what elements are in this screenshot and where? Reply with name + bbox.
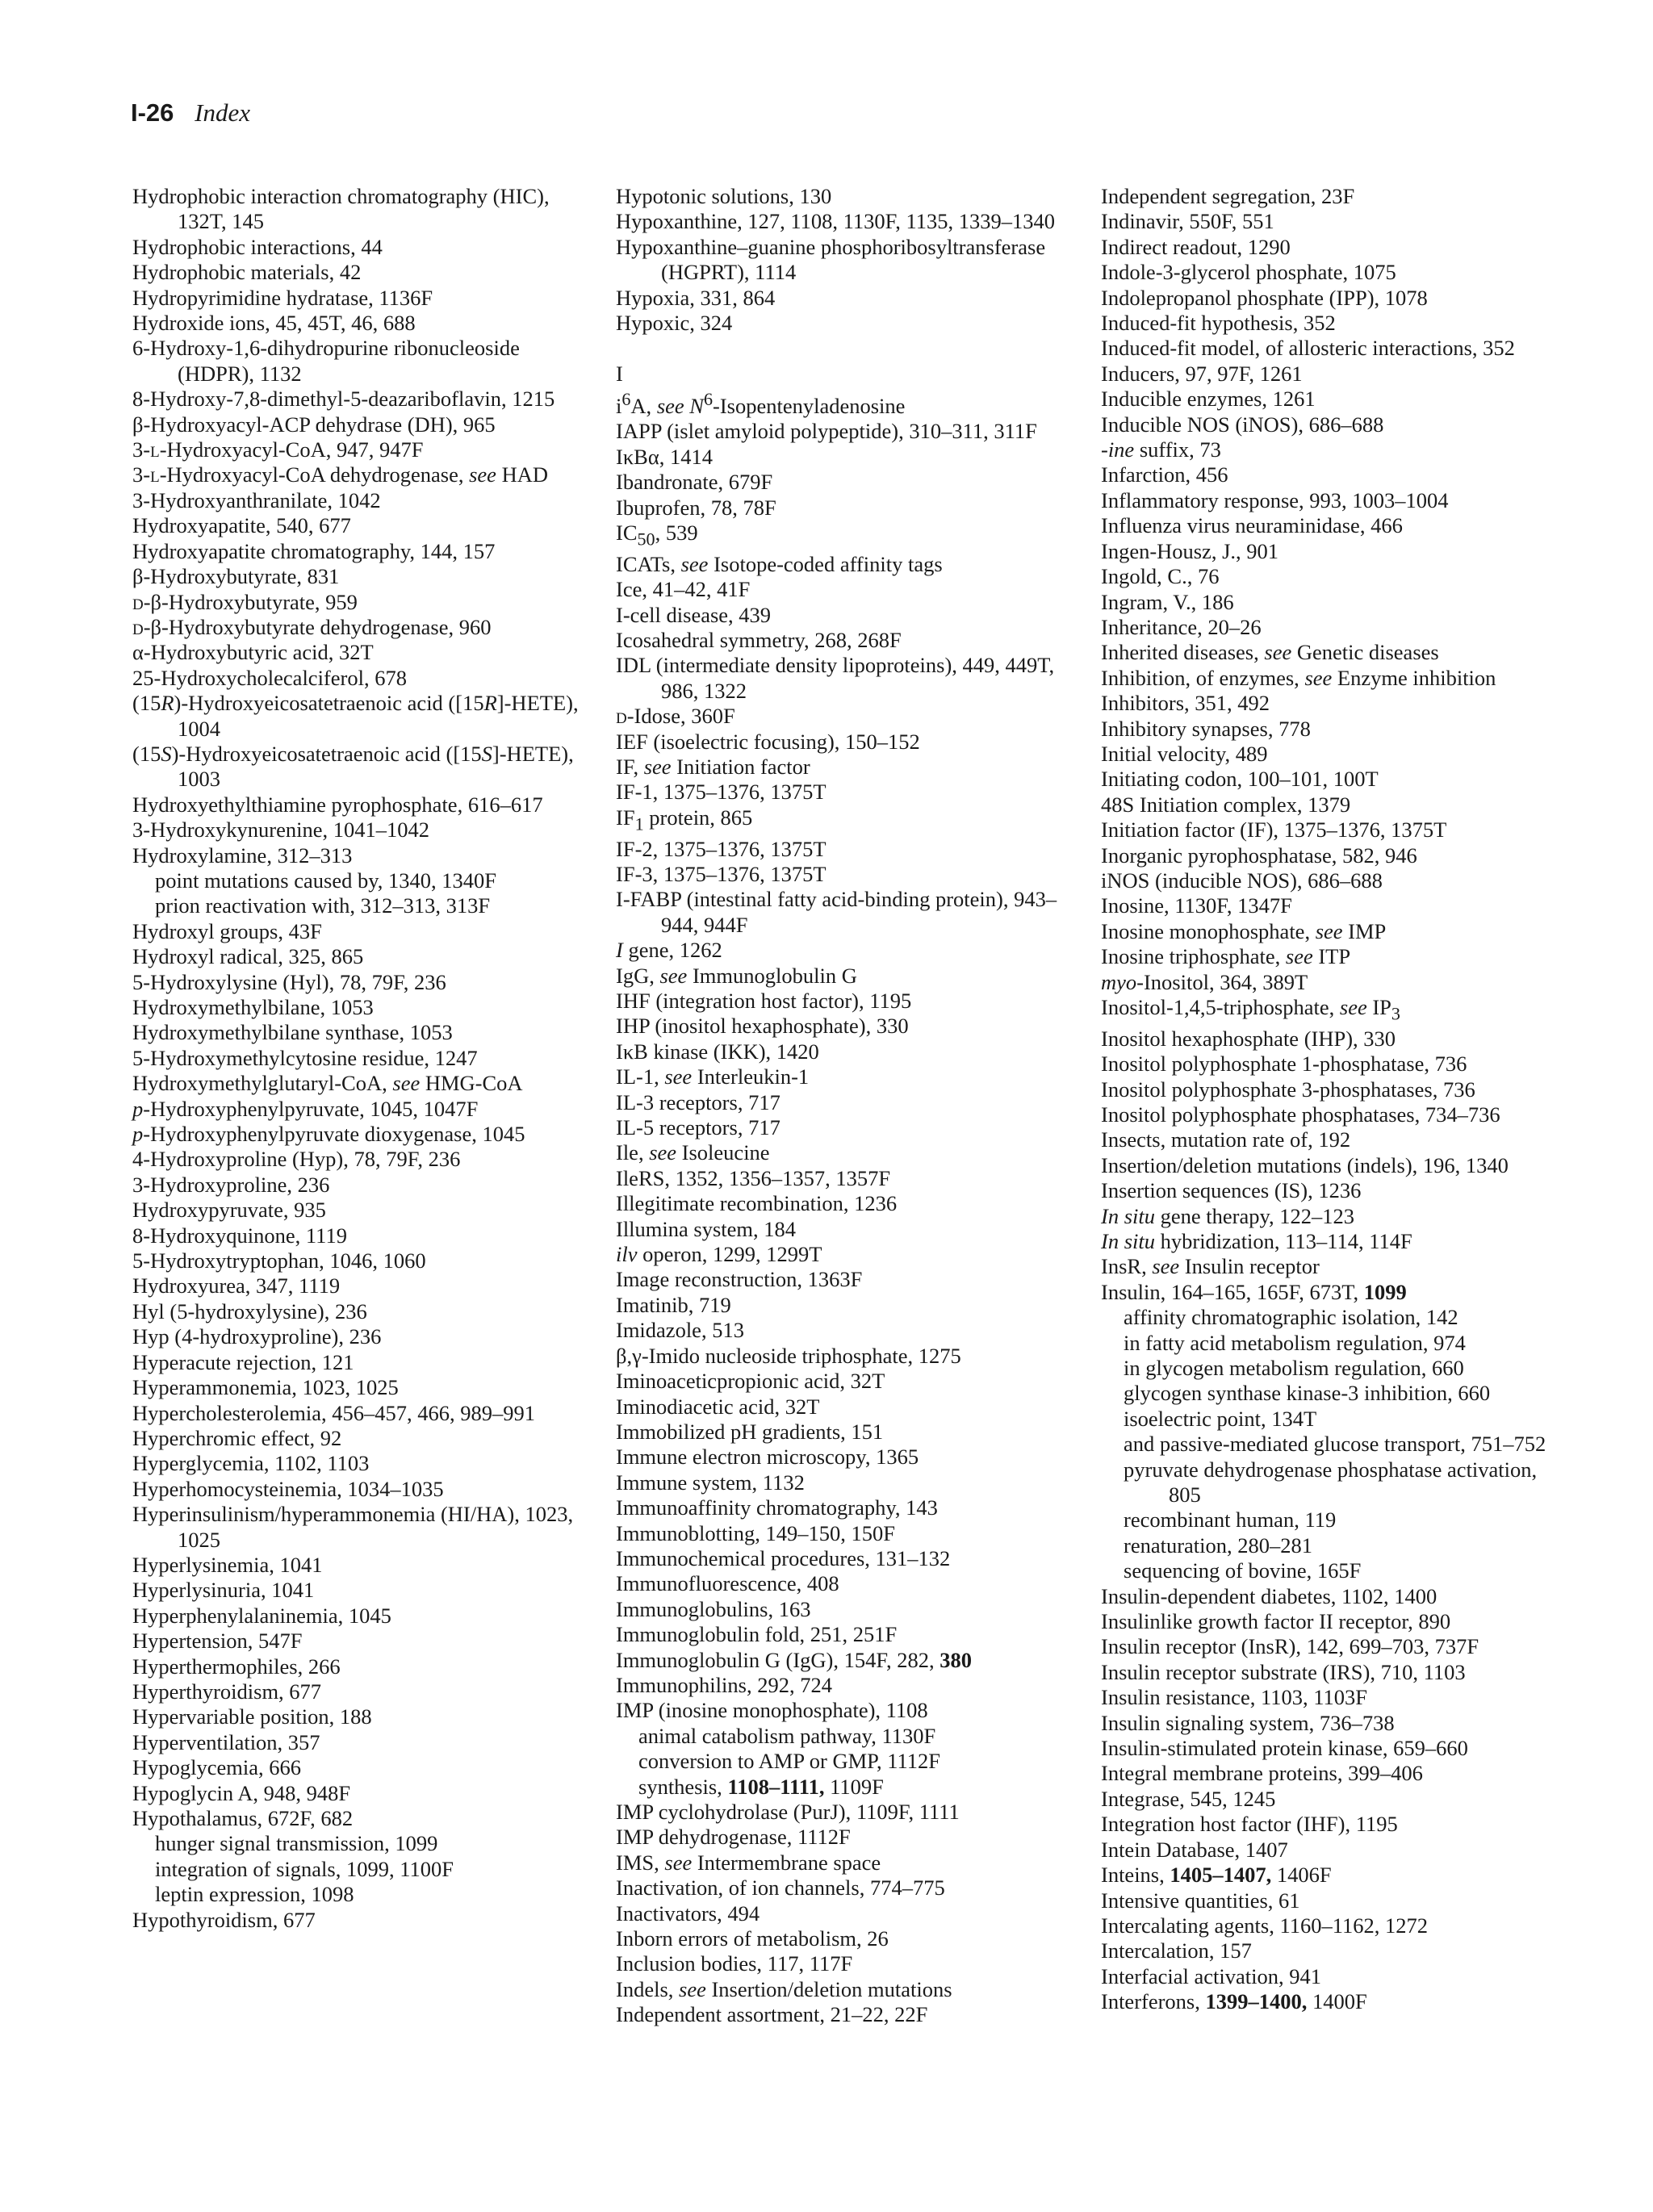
index-entry: I gene, 1262 [616,938,722,963]
index-entry: Inducible enzymes, 1261 [1101,387,1316,412]
index-entry: Inositol-1,4,5-triphosphate, see $IP_3$ [1101,995,1400,1024]
index-entry: Hyperinsulinism/hyperammonemia (HI/HA), 1023, 1025 [132,1502,574,1552]
index-entry: Hypoxanthine, 127, 1108, 1130F, 1135, 1339–1340 [616,209,1056,234]
index-entry: Initiating codon, 100–101, 100T [1101,767,1379,792]
index-entry: $i^6A$, see $N^6$-Isopentenyladenosine [616,389,906,419]
index-entry: Insertion sequences (IS), 1236 [1101,1178,1362,1203]
index-entry: Hypervariable position, 188 [132,1704,372,1729]
index-subentry: pyruvate dehydrogenase phosphatase activation, 805 [1124,1457,1538,1507]
index-entry: 5-Hydroxymethylcytosine residue, 1247 [132,1045,478,1070]
index-entry: Inheritance, 20–26 [1101,614,1262,639]
index-entry: Hypoxic, 324 [616,311,733,336]
index-entry: Inorganic pyrophosphatase, 582, 946 [1101,843,1417,868]
index-subentry: animal catabolism pathway, 1130F [638,1723,936,1748]
index-entry: IMP (inosine monophosphate), 1108 [616,1698,928,1723]
index-entry: Inosine triphosphate, see ITP [1101,944,1351,969]
index-entry: Influenza virus neuraminidase, 466 [1101,513,1403,538]
index-entry: Inhibitory synapses, 778 [1101,716,1311,741]
index-entry: Hydrophobic interaction chromatography (HIC), 132T, 145 [132,184,550,234]
index-entry: Hyp (4-hydroxyproline), 236 [132,1324,382,1349]
index-entry: I [616,361,623,386]
index-subentry: in glycogen metabolism regulation, 660 [1124,1355,1464,1380]
index-entry: $IF_1$ protein, 865 [616,805,753,834]
index-entry: 3-Hydroxyproline, 236 [132,1172,330,1197]
index-entry: Iminodiacetic acid, 32T [616,1394,820,1419]
index-entry: Illegitimate recombination, 1236 [616,1191,898,1216]
index-entry: myo-Inositol, 364, 389T [1101,969,1308,994]
index-entry: Induced-fit model, of allosteric interactions, 352 [1101,336,1515,361]
index-entry: Hyperchromic effect, 92 [132,1425,342,1450]
index-entry: Insulin resistance, 1103, 1103F [1101,1685,1367,1710]
index-entry: Ingram, V., 186 [1101,589,1234,614]
index-entry: Interferons, 1399–1400, 1400F [1101,1989,1367,2014]
index-subentry: and passive-mediated glucose transport, 751–752 [1124,1432,1546,1457]
index-entry: Insulin, 164–165, 165F, 673T, 1099 [1101,1279,1407,1304]
index-entry: Hyperhomocysteinemia, 1034–1035 [132,1476,444,1501]
index-entry: Immunoblotting, 149–150, 150F [616,1520,895,1545]
index-entry: Imidazole, 513 [616,1318,744,1343]
index-entry: Inactivators, 494 [616,1900,760,1926]
index-entry: Hydroxyethylthiamine pyrophosphate, 616–617 [132,792,543,817]
index-subentry: conversion to AMP or GMP, 1112F [638,1749,940,1774]
index-entry: Infarction, 456 [1101,462,1228,487]
index-entry: Inosine, 1130F, 1347F [1101,893,1292,918]
index-entry: Immunoglobulin G (IgG), 154F, 282, 380 [616,1647,973,1672]
index-entry: Hypoxanthine–guanine phosphoribosyltransferase (HGPRT), 1114 [616,234,1046,285]
index-entry: IDL (intermediate density lipoproteins), 449, 449T, 986, 1322 [616,653,1055,703]
index-entry: In situ gene therapy, 122–123 [1101,1203,1355,1228]
index-entry: 3-l-Hydroxyacyl-CoA dehydrogenase, see HAD [132,462,548,487]
index-entry: IL-3 receptors, 717 [616,1089,780,1114]
index-entry: Immunochemical procedures, 131–132 [616,1545,951,1570]
index-entry: Insulinlike growth factor II receptor, 890 [1101,1609,1451,1634]
index-entry: Ingen-Housz, J., 901 [1101,538,1279,563]
index-entry: Hydroxymethylbilane synthase, 1053 [132,1020,453,1045]
index-entry: Integrase, 545, 1245 [1101,1786,1276,1811]
index-entry: Hydropyrimidine hydratase, 1136F [132,285,433,310]
index-subentry: point mutations caused by, 1340, 1340F [155,868,496,893]
index-entry: Hyperlysinemia, 1041 [132,1552,323,1577]
index-entry: Inositol hexaphosphate (IHP), 330 [1101,1026,1396,1051]
index-entry: Insulin signaling system, 736–738 [1101,1710,1395,1735]
index-entry: IF-2, 1375–1376, 1375T [616,836,826,861]
index-entry: IgG, see Immunoglobulin G [616,963,857,988]
index-subentry: sequencing of bovine, 165F [1124,1558,1362,1583]
index-entry: Hydroxypyruvate, 935 [132,1198,326,1223]
index-column-2 [616,184,1068,2028]
index-entry: Hydrophobic materials, 42 [132,260,362,285]
index-entry: Immunofluorescence, 408 [616,1571,839,1596]
running-title: Index [195,98,251,127]
index-entry: Insertion/deletion mutations (indels), 196, 1340 [1101,1152,1509,1177]
index-entry: β,γ-Imido nucleoside triphosphate, 1275 [616,1343,961,1368]
index-entry: Hyperthyroidism, 677 [132,1679,322,1704]
index-entry: Indole-3-glycerol phosphate, 1075 [1101,260,1396,285]
index-entry: Hydroxylamine, 312–313 [132,843,353,868]
index-entry: Insulin receptor substrate (IRS), 710, 1103 [1101,1659,1466,1684]
index-entry: I-FABP (intestinal fatty acid-binding protein), 943–944, 944F [616,887,1057,937]
index-entry: Immobilized pH gradients, 151 [616,1419,884,1444]
index-entry: Independent segregation, 23F [1101,184,1355,208]
index-entry: Immunoaffinity chromatography, 143 [616,1495,938,1520]
index-entry: 8-Hydroxy-7,8-dimethyl-5-deazariboflavin, 1215 [132,387,555,412]
index-entry: Insulin receptor (InsR), 142, 699–703, 737F [1101,1634,1479,1659]
index-entry: Intensive quantities, 61 [1101,1888,1300,1913]
index-entry: Indirect readout, 1290 [1101,234,1291,259]
index-entry: Inositol polyphosphate 1-phosphatase, 736 [1101,1052,1467,1077]
index-entry: Inteins, 1405–1407, 1406F [1101,1863,1332,1888]
index-entry: I-cell disease, 439 [616,602,772,627]
index-entry: Ibandronate, 679F [616,470,773,495]
index-entry: Hypoglycemia, 666 [132,1755,302,1780]
index-entry: Hyperphenylalaninemia, 1045 [132,1603,391,1628]
index-entry: Inhibitors, 351, 492 [1101,691,1270,716]
index-entry: IleRS, 1352, 1356–1357, 1357F [616,1165,891,1190]
index-entry: Immune system, 1132 [616,1470,805,1495]
page-number: I-26 [131,98,174,127]
index-entry: 48S Initiation complex, 1379 [1101,792,1351,817]
index-entry: iNOS (inducible NOS), 686–688 [1101,868,1383,893]
index-entry: InsR, see Insulin receptor [1101,1254,1320,1279]
index-entry: ICATs, see Isotope-coded affinity tags [616,551,943,576]
index-entry: Inherited diseases, see Genetic diseases [1101,640,1439,665]
index-entry: 3-Hydroxykynurenine, 1041–1042 [132,817,429,843]
index-entry: Ibuprofen, 78, 78F [616,495,776,520]
index-entry: IHF (integration host factor), 1195 [616,989,912,1013]
index-entry: Insulin-dependent diabetes, 1102, 1400 [1101,1583,1437,1608]
index-entry: Immune electron microscopy, 1365 [616,1445,919,1470]
index-entry: IMP cyclohydrolase (PurJ), 1109F, 1111 [616,1800,960,1824]
index-entry: 25-Hydroxycholecalciferol, 678 [132,665,407,690]
index-entry: Imatinib, 719 [616,1292,731,1317]
index-entry: Hyl (5-hydroxylysine), 236 [132,1298,367,1323]
index-entry: IF-3, 1375–1376, 1375T [616,861,826,886]
index-entry: Independent assortment, 21–22, 22F [616,2002,928,2027]
index-entry: IHP (inositol hexaphosphate), 330 [616,1014,909,1039]
index-entry: Initial velocity, 489 [1101,741,1268,766]
index-column-1 [132,184,584,1933]
index-entry: Inosine monophosphate, see IMP [1101,918,1387,943]
index-entry: Initiation factor (IF), 1375–1376, 1375T [1101,817,1447,843]
index-entry: Inducible NOS (iNOS), 686–688 [1101,412,1384,437]
index-subentry: prion reactivation with, 312–313, 313F [155,893,491,918]
index-subentry: leptin expression, 1098 [155,1882,354,1907]
index-subentry: in fatty acid metabolism regulation, 974 [1124,1330,1466,1355]
index-entry: Immunoglobulins, 163 [616,1596,811,1621]
index-entry: Hypertension, 547F [132,1629,303,1654]
index-entry: α-Hydroxybutyric acid, 32T [132,640,374,665]
index-entry: 8-Hydroxyquinone, 1119 [132,1223,347,1248]
index-entry: Indels, see Insertion/deletion mutations [616,1976,952,2001]
index-subentry: synthesis, 1108–1111, 1109F [638,1774,884,1799]
index-entry: 3-l-Hydroxyacyl-CoA, 947, 947F [132,437,424,462]
index-entry: 6-Hydroxy-1,6-dihydropurine ribonucleoside (HDPR), 1132 [132,336,520,386]
index-entry: Immunoglobulin fold, 251, 251F [616,1622,898,1647]
index-entry: IMP dehydrogenase, 1112F [616,1825,851,1850]
index-entry: d-β-Hydroxybutyrate, 959 [132,589,358,614]
index-subentry: affinity chromatographic isolation, 142 [1124,1305,1458,1330]
index-entry: Hydroxymethylglutaryl-CoA, see HMG-CoA [132,1071,523,1096]
index-entry: IκBα, 1414 [616,444,713,469]
index-entry: Ingold, C., 76 [1101,564,1220,589]
index-entry: Hyperammonemia, 1023, 1025 [132,1375,399,1400]
index-subentry: isoelectric point, 134T [1124,1406,1317,1431]
index-entry: Inositol polyphosphate 3-phosphatases, 736 [1101,1077,1475,1102]
index-entry: p-Hydroxyphenylpyruvate dioxygenase, 1045 [132,1122,525,1147]
index-entry: (15S)-Hydroxyeicosatetraenoic acid ([15S]-HETE), 1003 [132,741,574,792]
index-entry: Hypoglycin A, 948, 948F [132,1780,351,1805]
index-entry: Icosahedral symmetry, 268, 268F [616,628,902,653]
index-entry: 5-Hydroxytryptophan, 1046, 1060 [132,1248,426,1273]
index-entry: Hypothyroidism, 677 [132,1907,316,1932]
index-entry: 5-Hydroxylysine (Hyl), 78, 79F, 236 [132,969,446,994]
index-entry: p-Hydroxyphenylpyruvate, 1045, 1047F [132,1096,479,1121]
index-entry: Indinavir, 550F, 551 [1101,209,1274,234]
index-entry: Indolepropanol phosphate (IPP), 1078 [1101,285,1428,310]
index-entry: IMS, see Intermembrane space [616,1850,881,1875]
index-entry: Insulin-stimulated protein kinase, 659–660 [1101,1736,1468,1761]
index-entry: Hypothalamus, 672F, 682 [132,1806,354,1830]
index-entry: Hyperacute rejection, 121 [132,1349,354,1374]
index-entry: Hyperventilation, 357 [132,1729,320,1754]
index-entry: IL-5 receptors, 717 [616,1115,780,1140]
index-entry: IEF (isoelectric focusing), 150–152 [616,729,920,754]
index-entry: IκB kinase (IKK), 1420 [616,1039,819,1064]
index-entry: Image reconstruction, 1363F [616,1267,863,1292]
index-entry: Immunophilins, 292, 724 [616,1672,832,1697]
index-entry: Inactivation, of ion channels, 774–775 [616,1875,945,1900]
index-entry: IF, see Initiation factor [616,755,810,780]
index-entry: Interfacial activation, 941 [1101,1963,1321,1988]
index-entry: Iminoaceticpropionic acid, 32T [616,1369,885,1394]
index-entry: β-Hydroxyacyl-ACP dehydrase (DH), 965 [132,412,496,437]
index-entry: Inhibition, of enzymes, see Enzyme inhibition [1101,665,1496,690]
index-entry: Inducers, 97, 97F, 1261 [1101,361,1303,386]
index-entry: ilv operon, 1299, 1299T [616,1242,822,1267]
index-entry: Hyperglycemia, 1102, 1103 [132,1451,370,1476]
index-subentry: glycogen synthase kinase-3 inhibition, 660 [1124,1381,1491,1406]
index-entry: d-Idose, 360F [616,704,735,729]
index-subentry: recombinant human, 119 [1124,1507,1337,1533]
index-entry: (15R)-Hydroxyeicosatetraenoic acid ([15R]-HETE), 1004 [132,691,579,741]
index-subentry: integration of signals, 1099, 1100F [155,1856,454,1881]
index-entry: Hydroxyl radical, 325, 865 [132,944,364,969]
index-entry: Hypotonic solutions, 130 [616,184,832,208]
index-entry: Hyperlysinuria, 1041 [132,1578,315,1603]
index-entry: Illumina system, 184 [616,1216,797,1241]
index-entry: Hypoxia, 331, 864 [616,285,776,310]
index-entry: 4-Hydroxyproline (Hyp), 78, 79F, 236 [132,1147,461,1172]
index-entry: Integration host factor (IHF), 1195 [1101,1812,1398,1837]
index-entry: β-Hydroxybutyrate, 831 [132,564,340,589]
index-entry: In situ hybridization, 113–114, 114F [1101,1228,1412,1253]
index-entry: IL-1, see Interleukin-1 [616,1064,810,1089]
index-entry: Integral membrane proteins, 399–406 [1101,1761,1423,1786]
index-subentry: renaturation, 280–281 [1124,1533,1313,1558]
index-entry: Hyperthermophiles, 266 [132,1654,341,1679]
page-header [131,98,250,128]
index-entry: Induced-fit hypothesis, 352 [1101,311,1336,336]
index-entry: IF-1, 1375–1376, 1375T [616,780,826,805]
index-entry: Hydroxyl groups, 43F [132,918,322,943]
index-entry: Ile, see Isoleucine [616,1140,770,1165]
index-entry: Inositol polyphosphate phosphatases, 734–736 [1101,1102,1500,1127]
index-entry: Hydrophobic interactions, 44 [132,234,383,259]
index-entry: Intercalating agents, 1160–1162, 1272 [1101,1913,1429,1938]
index-entry: Inborn errors of metabolism, 26 [616,1926,889,1951]
index-entry: Hydroxyurea, 347, 1119 [132,1273,341,1298]
index-entry: Intercalation, 157 [1101,1938,1252,1963]
index-entry: $IC_{50}$, 539 [616,521,698,550]
index-entry: Inclusion bodies, 117, 117F [616,1951,853,1976]
index-entry: -ine suffix, 73 [1101,437,1221,462]
index-entry: Ice, 41–42, 41F [616,577,751,602]
index-entry: IAPP (islet amyloid polypeptide), 310–311, 311F [616,419,1037,444]
index-entry: Hydroxide ions, 45, 45T, 46, 688 [132,311,416,336]
index-entry: Intein Database, 1407 [1101,1837,1288,1862]
index-entry: 3-Hydroxyanthranilate, 1042 [132,487,381,512]
index-entry: Hydroxyapatite, 540, 677 [132,513,351,538]
index-column-3 [1101,184,1553,2015]
index-entry: Hydroxymethylbilane, 1053 [132,995,374,1019]
index-subentry: hunger signal transmission, 1099 [155,1831,438,1856]
index-entry: Hydroxyapatite chromatography, 144, 157 [132,538,496,563]
index-entry: Hypercholesterolemia, 456–457, 466, 989–991 [132,1400,535,1425]
index-entry: Insects, mutation rate of, 192 [1101,1127,1351,1152]
index-entry: Inflammatory response, 993, 1003–1004 [1101,487,1449,512]
index-entry: d-β-Hydroxybutyrate dehydrogenase, 960 [132,614,492,639]
